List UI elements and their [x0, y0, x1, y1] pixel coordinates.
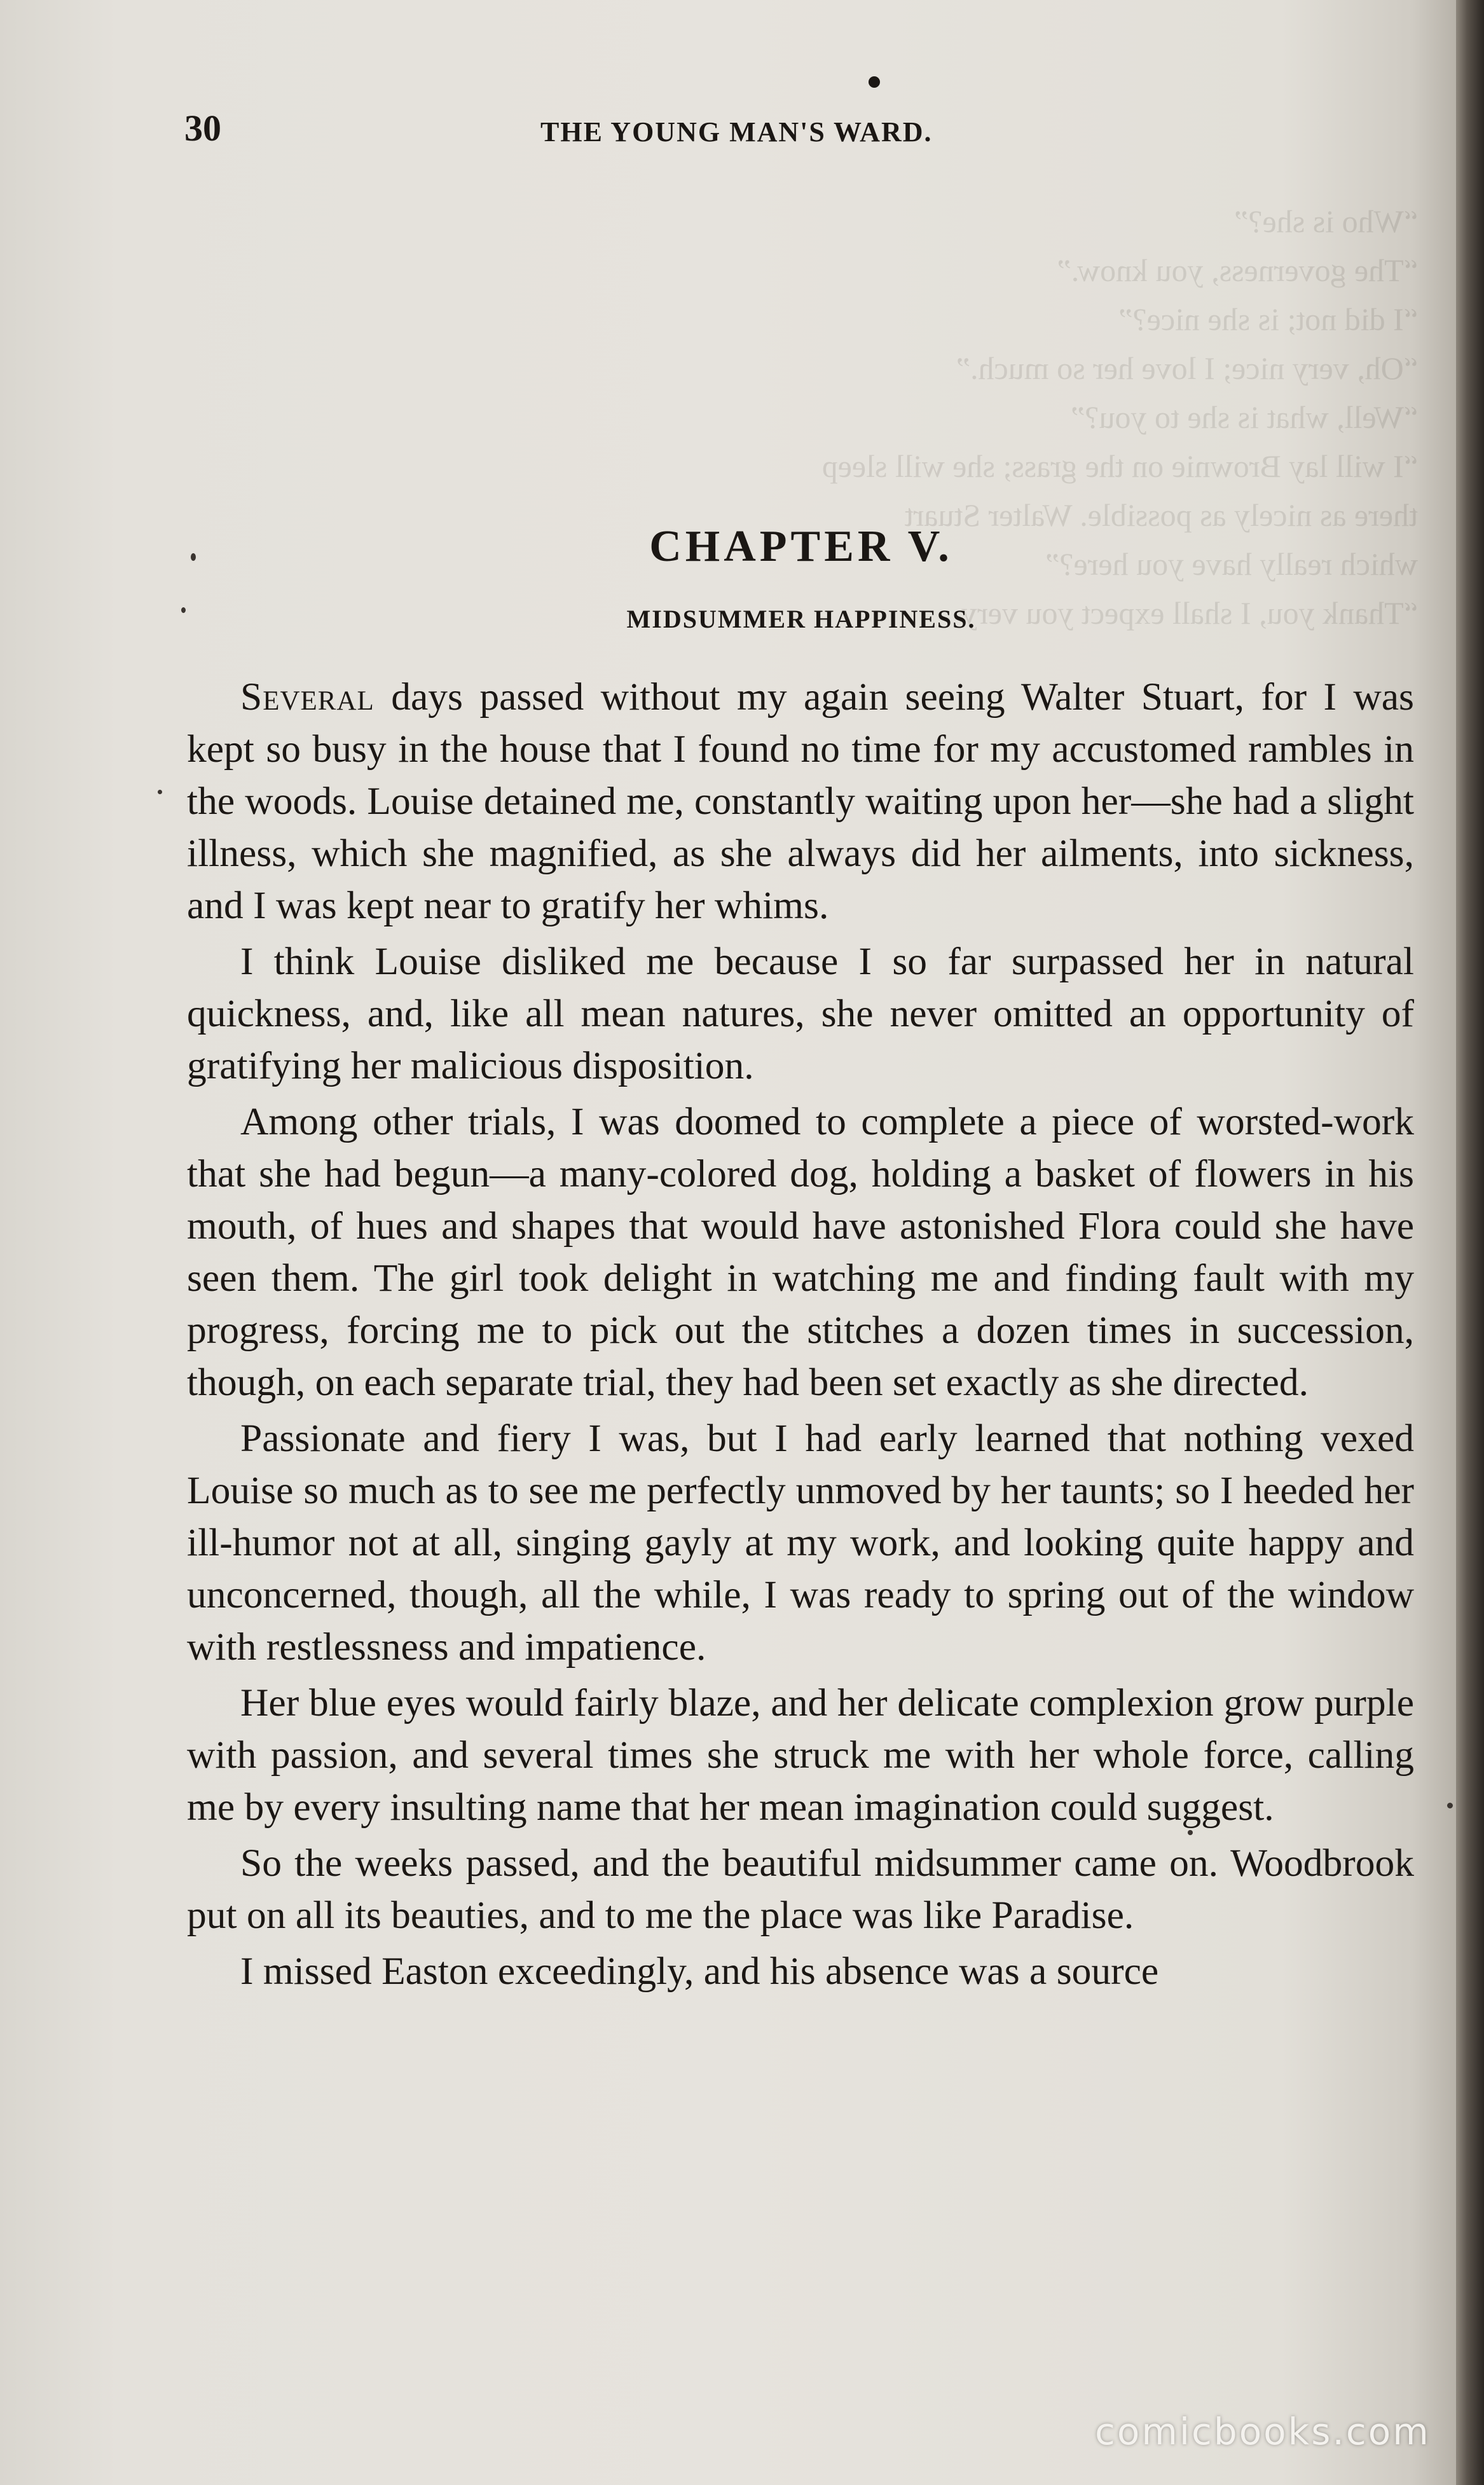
paragraph-7: I missed Easton exceedingly, and his absence was a source	[240, 1950, 1159, 1993]
paragraph-lead-word: Several	[240, 675, 374, 719]
paragraph-1	[187, 671, 1414, 932]
chapter-title: CHAPTER V.	[649, 522, 953, 571]
running-title: THE YOUNG MAN'S WARD.	[540, 116, 933, 148]
ink-speck	[1188, 1830, 1193, 1835]
ink-speck	[191, 553, 196, 561]
chapter-subtitle: MIDSUMMER HAPPINESS.	[626, 605, 976, 633]
ink-speck	[181, 607, 186, 613]
ink-dot	[869, 76, 880, 88]
ink-speck	[1447, 1803, 1453, 1808]
book-edge	[1456, 0, 1484, 2485]
paragraph-2: I think Louise disliked me because I so far surpassed her in natural quickness, and, like all mean natures, she never omitted an opportunity of gratifying her malicious disposition.	[187, 940, 1414, 1087]
paragraph-3: Among other trials, I was doomed to complete a piece of worsted-work that she had begun—a many-colored dog, holding a basket of flowers in his mouth, of hues and shapes that would have astonished Flora could she have seen them. The girl took delight in watching me and finding fault with my progress, forcing me to pick out the stitches a dozen times in succession, though, on each separate trial, they had been set exactly as she directed.	[187, 1100, 1414, 1404]
ink-speck	[158, 790, 162, 794]
paragraph-1-text: days passed without my again seeing Walter Stuart, for I was kept so busy in the house that I found no time for my accustomed rambles in the woods. Louise detained me, constantly waiting upon her—she had a slight illness, which she magnified, as she always did her ailments, into sickness, and I was kept near to gratify her whims.	[187, 675, 1414, 927]
running-head	[184, 107, 1418, 158]
paragraph-6: So the weeks passed, and the beautiful midsummer came on. Woodbrook put on all its beauties, and to me the place was like Paradise.	[187, 1841, 1414, 1937]
page-number: 30	[184, 107, 221, 149]
watermark: comicbooks.com	[1095, 2410, 1431, 2453]
paragraph-5: Her blue eyes would fairly blaze, and her delicate complexion grow purple with passion, and several times she struck me with her whole force, calling me by every insulting name that her mean imagination could suggest.	[187, 1681, 1414, 1829]
paragraph-4: Passionate and fiery I was, but I had early learned that nothing vexed Louise so much as to see me perfectly unmoved by her taunts; so I heeded her ill-humor not at all, singing gayly at my work, and looking quite happy and unconcerned, though, all the while, I was ready to spring out of the window with restlessness and impatience.	[187, 1417, 1414, 1669]
show-through-text: “Who is she?” “The governess, you know.” “I did not; is she nice?” “Oh, very nice; I love her so much.” “Well, what is she to you?” “I will lay Brownie on the grass; she will sleep there as nicely as possible. Walter Stuart which really have you here?” “Thank you, I shall expect you very	[821, 203, 1418, 631]
body-text	[187, 671, 1414, 2001]
